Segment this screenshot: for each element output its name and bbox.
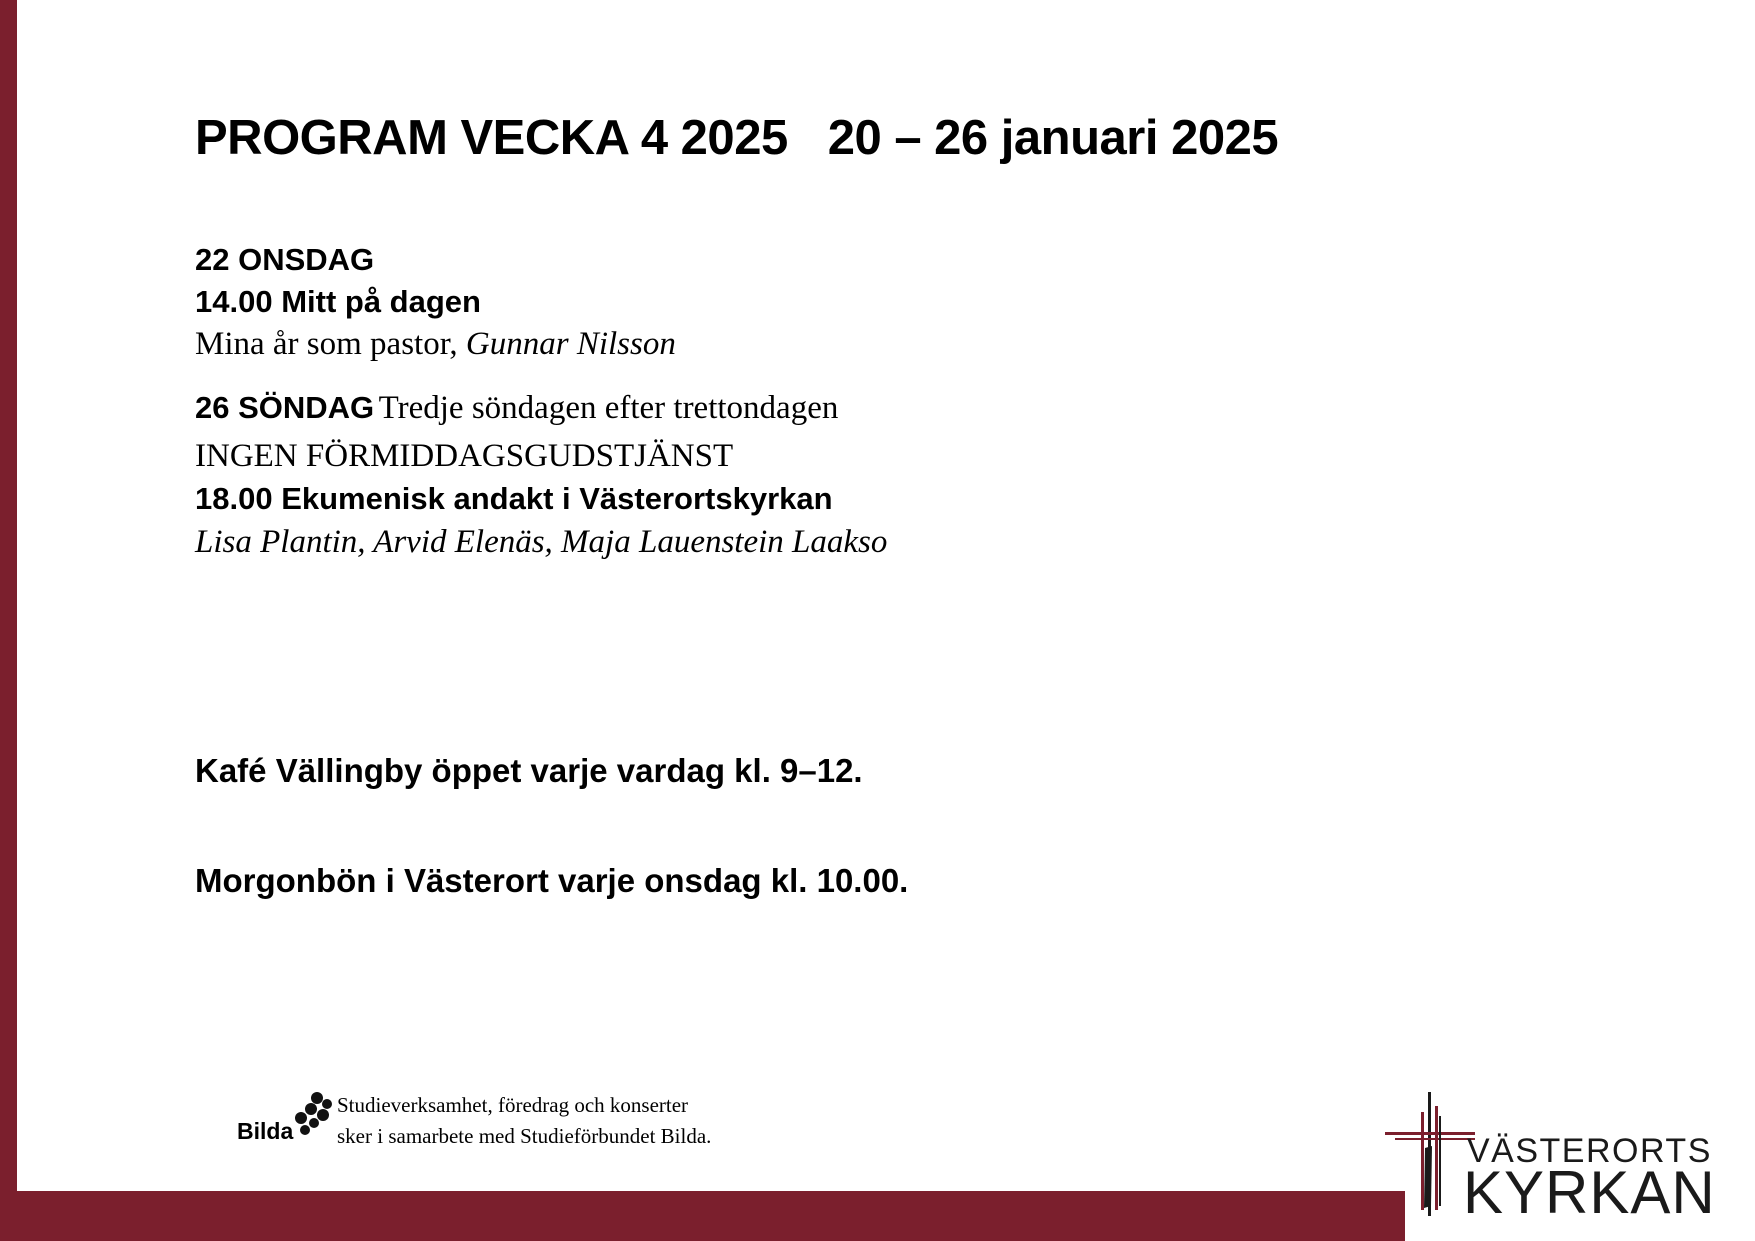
event-notice: INGEN FÖRMIDDAGSGUDSTJÄNST (195, 438, 734, 474)
event-title: 14.00 Mitt på dagen (195, 284, 481, 319)
event-day: 26 SÖNDAG (195, 390, 375, 425)
event-wednesday (195, 240, 676, 364)
event-description-line (195, 324, 676, 364)
logo-line-2: KYRKAN (1463, 1159, 1716, 1226)
bilda-description (337, 1090, 711, 1152)
event-day-line (195, 386, 887, 436)
event-speaker: Gunnar Nilsson (465, 326, 676, 362)
vasterortskyrkan-logo (1385, 1088, 1716, 1226)
cross-icon (1385, 1088, 1475, 1218)
event-title: 18.00 Ekumenisk andakt i Västerortskyrkan (195, 481, 833, 516)
bilda-credit (235, 1090, 755, 1150)
event-description: Mina år som pastor, (195, 326, 458, 362)
event-sunday (195, 386, 887, 562)
date-range: 20 – 26 januari 2025 (827, 111, 1279, 165)
event-speakers: Lisa Plantin, Arvid Elenäs, Maja Lauenstein Laakso (195, 524, 888, 560)
left-accent-bar (0, 0, 17, 1241)
bilda-logo-icon (287, 1090, 333, 1136)
page-title (195, 110, 1278, 166)
logo-line-1: VÄSTERORTS (1467, 1132, 1712, 1170)
bottom-accent-bar (0, 1191, 1405, 1241)
bilda-line-1: Studieverksamhet, föredrag och konserter (337, 1093, 689, 1117)
event-day-note: Tredje söndagen efter trettondagen (378, 390, 839, 426)
bilda-logo-text: Bilda (237, 1118, 294, 1144)
event-day: 22 ONSDAG (195, 242, 375, 277)
cafe-notice: Kafé Vällingby öppet varje vardag kl. 9–12. (195, 752, 863, 789)
program-label: PROGRAM VECKA 4 2025 (195, 111, 788, 165)
bilda-line-2: sker i samarbete med Studieförbundet Bilda. (337, 1124, 712, 1148)
morning-prayer-notice: Morgonbön i Västerort varje onsdag kl. 10.00. (195, 862, 909, 899)
